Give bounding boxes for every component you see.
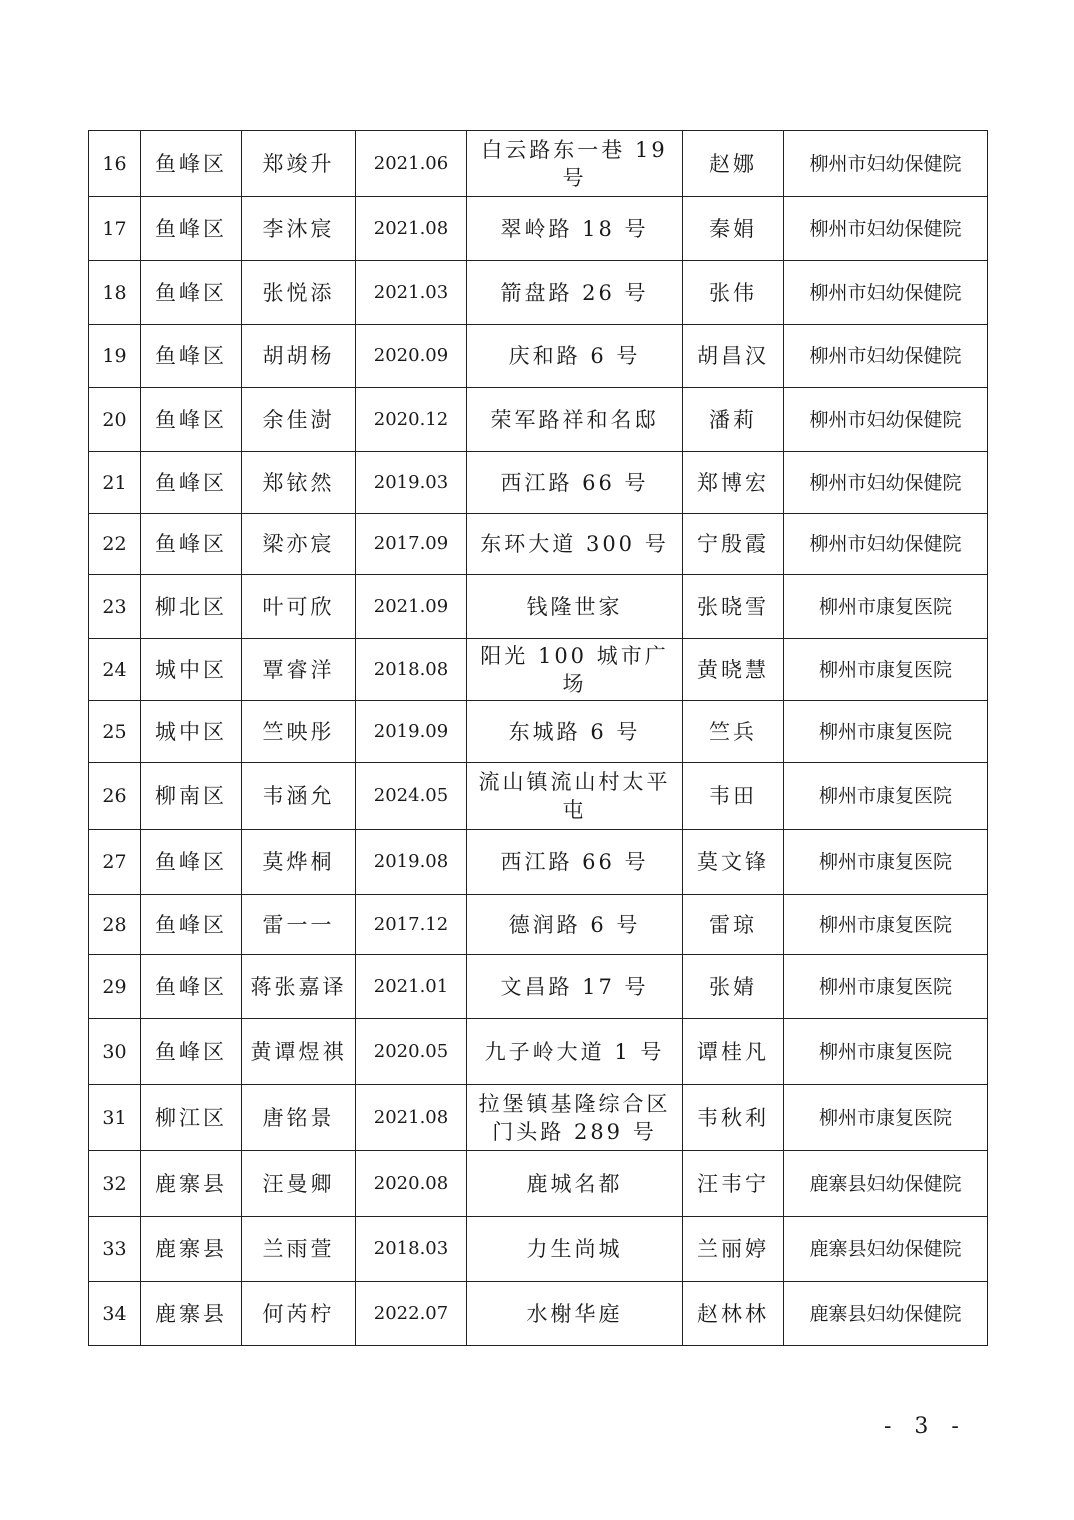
cell-number: 29: [89, 955, 141, 1019]
cell-date: 2020.12: [356, 388, 467, 452]
cell-address: 力生尚城: [467, 1217, 683, 1282]
cell-number: 16: [89, 131, 141, 197]
cell-date: 2018.03: [356, 1217, 467, 1282]
cell-guardian: 雷琼: [683, 895, 784, 955]
cell-guardian: 韦田: [683, 763, 784, 830]
cell-guardian: 兰丽婷: [683, 1217, 784, 1282]
cell-district: 柳南区: [141, 763, 242, 830]
cell-date: 2017.12: [356, 895, 467, 955]
cell-date: 2021.08: [356, 1085, 467, 1151]
cell-date: 2018.08: [356, 639, 467, 701]
data-table: [88, 130, 988, 1346]
cell-address: 水榭华庭: [467, 1282, 683, 1346]
cell-date: 2020.08: [356, 1151, 467, 1217]
cell-number: 24: [89, 639, 141, 701]
cell-name: 余佳澍: [242, 388, 356, 452]
cell-institution: 柳州市康复医院: [784, 895, 988, 955]
cell-address: 拉堡镇基隆综合区门头路 289 号: [467, 1085, 683, 1151]
cell-number: 17: [89, 197, 141, 261]
table-body: [89, 131, 988, 1346]
cell-name: 梁亦宸: [242, 514, 356, 575]
cell-guardian: 张婧: [683, 955, 784, 1019]
cell-name: 叶可欣: [242, 575, 356, 639]
cell-district: 城中区: [141, 639, 242, 701]
cell-institution: 柳州市康复医院: [784, 1019, 988, 1085]
cell-institution: 柳州市康复医院: [784, 1085, 988, 1151]
cell-name: 汪曼卿: [242, 1151, 356, 1217]
cell-name: 竺映彤: [242, 701, 356, 763]
cell-address: 西江路 66 号: [467, 452, 683, 514]
cell-date: 2022.07: [356, 1282, 467, 1346]
table-row: [89, 1019, 988, 1085]
table-row: [89, 1282, 988, 1346]
table-row: [89, 763, 988, 830]
cell-address: 鹿城名都: [467, 1151, 683, 1217]
cell-guardian: 胡昌汉: [683, 325, 784, 388]
cell-district: 鹿寨县: [141, 1282, 242, 1346]
cell-district: 鹿寨县: [141, 1151, 242, 1217]
table-row: [89, 1151, 988, 1217]
cell-district: 柳北区: [141, 575, 242, 639]
cell-number: 28: [89, 895, 141, 955]
cell-number: 32: [89, 1151, 141, 1217]
page-number: - 3 -: [884, 1414, 967, 1439]
cell-date: 2021.06: [356, 131, 467, 197]
cell-guardian: 赵林林: [683, 1282, 784, 1346]
cell-date: 2021.01: [356, 955, 467, 1019]
cell-district: 鱼峰区: [141, 514, 242, 575]
cell-number: 21: [89, 452, 141, 514]
cell-institution: 柳州市妇幼保健院: [784, 514, 988, 575]
cell-date: 2021.08: [356, 197, 467, 261]
cell-name: 莫烨桐: [242, 830, 356, 895]
cell-date: 2017.09: [356, 514, 467, 575]
table-row: [89, 261, 988, 325]
cell-district: 城中区: [141, 701, 242, 763]
table-row: [89, 639, 988, 701]
cell-number: 19: [89, 325, 141, 388]
table-row: [89, 452, 988, 514]
data-table-container: [88, 130, 987, 1346]
cell-institution: 鹿寨县妇幼保健院: [784, 1217, 988, 1282]
cell-number: 33: [89, 1217, 141, 1282]
cell-institution: 柳州市康复医院: [784, 830, 988, 895]
cell-district: 鹿寨县: [141, 1217, 242, 1282]
cell-number: 22: [89, 514, 141, 575]
cell-name: 覃睿洋: [242, 639, 356, 701]
cell-name: 郑竣升: [242, 131, 356, 197]
table-row: [89, 830, 988, 895]
cell-date: 2021.09: [356, 575, 467, 639]
cell-number: 18: [89, 261, 141, 325]
cell-guardian: 潘莉: [683, 388, 784, 452]
cell-district: 鱼峰区: [141, 452, 242, 514]
cell-date: 2019.08: [356, 830, 467, 895]
cell-name: 何芮柠: [242, 1282, 356, 1346]
cell-guardian: 郑博宏: [683, 452, 784, 514]
cell-address: 庆和路 6 号: [467, 325, 683, 388]
cell-institution: 柳州市康复医院: [784, 955, 988, 1019]
cell-institution: 柳州市妇幼保健院: [784, 197, 988, 261]
cell-district: 鱼峰区: [141, 325, 242, 388]
cell-district: 鱼峰区: [141, 830, 242, 895]
cell-name: 郑铱然: [242, 452, 356, 514]
cell-address: 白云路东一巷 19 号: [467, 131, 683, 197]
cell-guardian: 谭桂凡: [683, 1019, 784, 1085]
cell-district: 鱼峰区: [141, 131, 242, 197]
cell-address: 翠岭路 18 号: [467, 197, 683, 261]
cell-guardian: 张晓雪: [683, 575, 784, 639]
table-row: [89, 131, 988, 197]
cell-name: 兰雨萱: [242, 1217, 356, 1282]
cell-district: 鱼峰区: [141, 955, 242, 1019]
table-row: [89, 388, 988, 452]
cell-institution: 柳州市康复医院: [784, 701, 988, 763]
cell-institution: 柳州市妇幼保健院: [784, 261, 988, 325]
cell-number: 34: [89, 1282, 141, 1346]
cell-number: 27: [89, 830, 141, 895]
cell-guardian: 莫文锋: [683, 830, 784, 895]
table-row: [89, 701, 988, 763]
cell-guardian: 竺兵: [683, 701, 784, 763]
cell-institution: 柳州市妇幼保健院: [784, 452, 988, 514]
cell-institution: 柳州市康复医院: [784, 575, 988, 639]
cell-guardian: 张伟: [683, 261, 784, 325]
cell-number: 25: [89, 701, 141, 763]
cell-number: 30: [89, 1019, 141, 1085]
cell-guardian: 宁殷霞: [683, 514, 784, 575]
cell-address: 阳光 100 城市广场: [467, 639, 683, 701]
cell-address: 钱隆世家: [467, 575, 683, 639]
cell-address: 文昌路 17 号: [467, 955, 683, 1019]
table-row: [89, 575, 988, 639]
cell-address: 流山镇流山村太平屯: [467, 763, 683, 830]
cell-institution: 鹿寨县妇幼保健院: [784, 1151, 988, 1217]
cell-district: 鱼峰区: [141, 388, 242, 452]
cell-name: 雷一一: [242, 895, 356, 955]
table-row: [89, 955, 988, 1019]
cell-name: 胡胡杨: [242, 325, 356, 388]
cell-number: 23: [89, 575, 141, 639]
cell-institution: 柳州市妇幼保健院: [784, 388, 988, 452]
cell-address: 东环大道 300 号: [467, 514, 683, 575]
cell-district: 鱼峰区: [141, 261, 242, 325]
cell-name: 唐铭景: [242, 1085, 356, 1151]
table-row: [89, 1085, 988, 1151]
table-row: [89, 325, 988, 388]
cell-district: 柳江区: [141, 1085, 242, 1151]
table-row: [89, 197, 988, 261]
cell-address: 德润路 6 号: [467, 895, 683, 955]
cell-guardian: 黄晓慧: [683, 639, 784, 701]
cell-address: 西江路 66 号: [467, 830, 683, 895]
cell-date: 2019.09: [356, 701, 467, 763]
cell-date: 2020.05: [356, 1019, 467, 1085]
cell-address: 九子岭大道 1 号: [467, 1019, 683, 1085]
cell-name: 黄谭煜祺: [242, 1019, 356, 1085]
cell-district: 鱼峰区: [141, 197, 242, 261]
cell-name: 韦涵允: [242, 763, 356, 830]
cell-district: 鱼峰区: [141, 895, 242, 955]
table-row: [89, 1217, 988, 1282]
cell-institution: 柳州市康复医院: [784, 639, 988, 701]
cell-institution: 柳州市妇幼保健院: [784, 131, 988, 197]
cell-guardian: 韦秋利: [683, 1085, 784, 1151]
cell-number: 26: [89, 763, 141, 830]
cell-date: 2019.03: [356, 452, 467, 514]
cell-address: 箭盘路 26 号: [467, 261, 683, 325]
cell-guardian: 汪韦宁: [683, 1151, 784, 1217]
cell-date: 2021.03: [356, 261, 467, 325]
cell-number: 31: [89, 1085, 141, 1151]
cell-date: 2020.09: [356, 325, 467, 388]
cell-name: 张悦添: [242, 261, 356, 325]
cell-institution: 鹿寨县妇幼保健院: [784, 1282, 988, 1346]
cell-name: 李沐宸: [242, 197, 356, 261]
cell-date: 2024.05: [356, 763, 467, 830]
cell-address: 荣军路祥和名邸: [467, 388, 683, 452]
table-row: [89, 514, 988, 575]
cell-institution: 柳州市妇幼保健院: [784, 325, 988, 388]
cell-name: 蒋张嘉译: [242, 955, 356, 1019]
table-row: [89, 895, 988, 955]
cell-address: 东城路 6 号: [467, 701, 683, 763]
cell-guardian: 赵娜: [683, 131, 784, 197]
cell-guardian: 秦娟: [683, 197, 784, 261]
cell-district: 鱼峰区: [141, 1019, 242, 1085]
cell-number: 20: [89, 388, 141, 452]
cell-institution: 柳州市康复医院: [784, 763, 988, 830]
